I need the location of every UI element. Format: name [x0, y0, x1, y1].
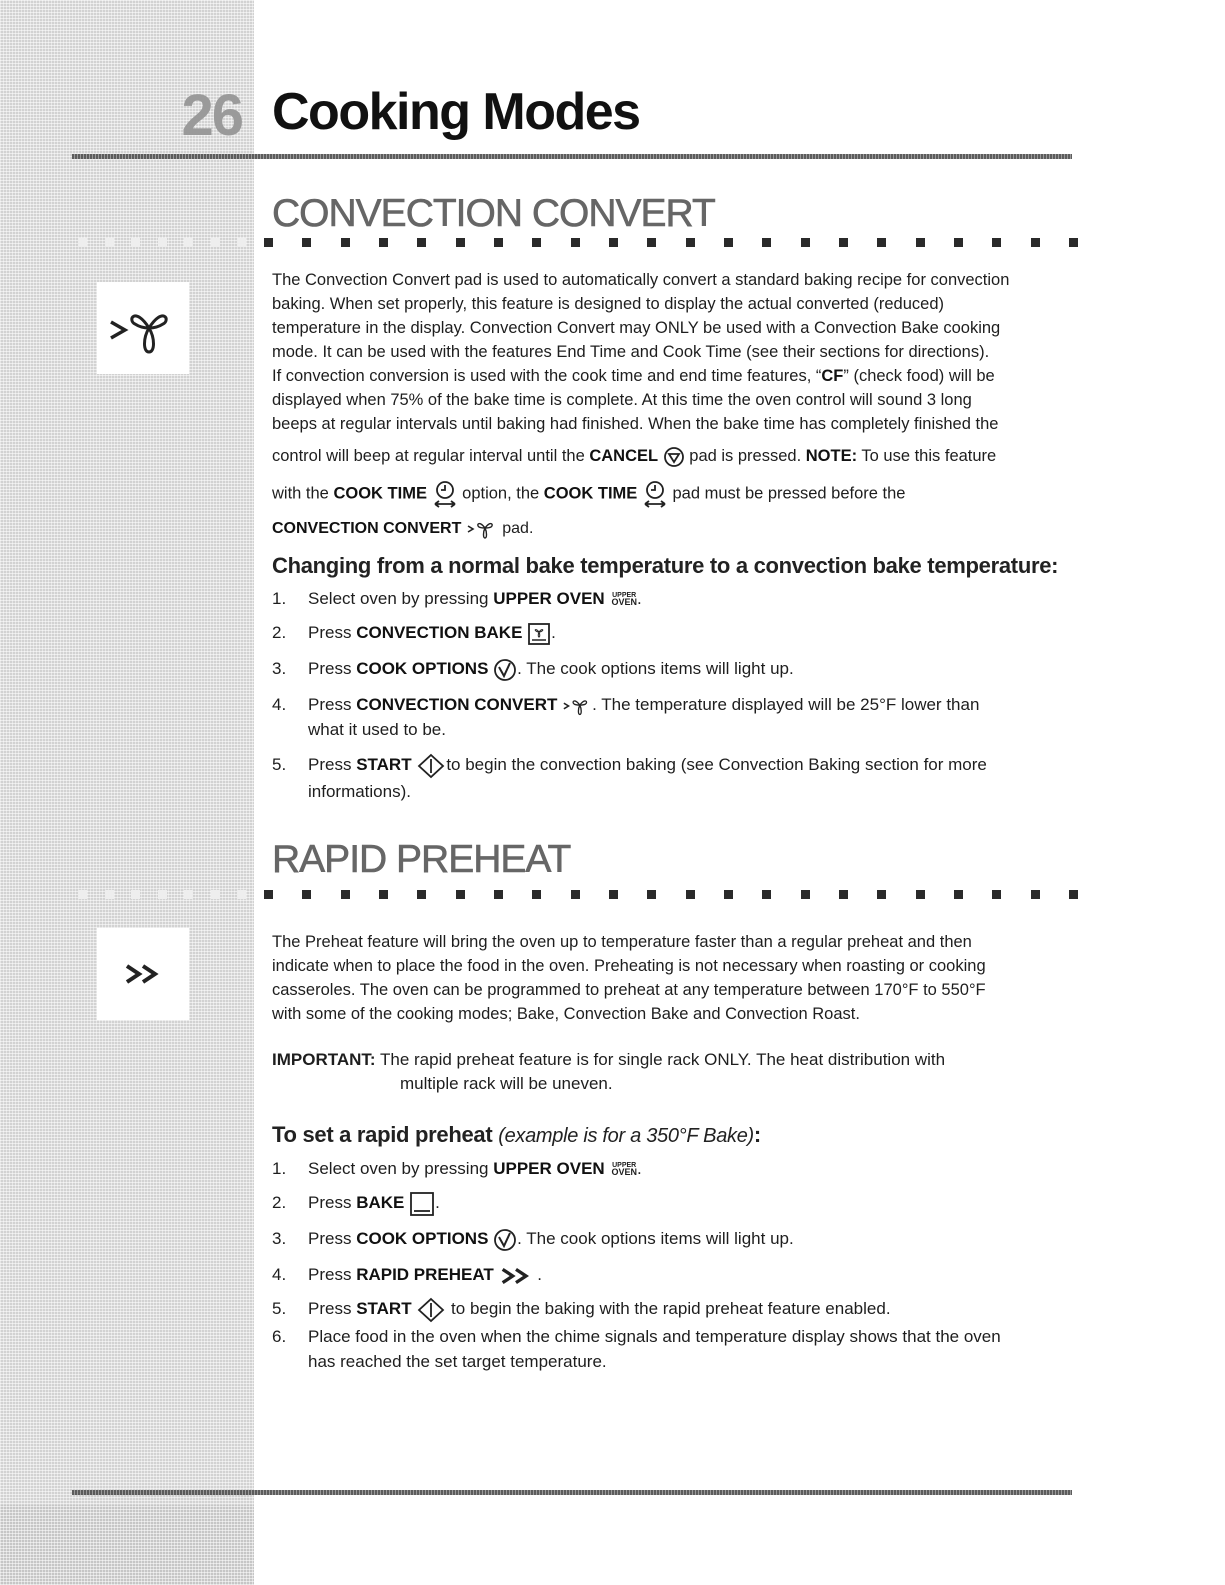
- list-item: 5. Press START to begin the baking with the rapid preheat feature enabled.: [272, 1296, 1072, 1323]
- intro-line: displayed when 75% of the bake time is complete. At this time the oven control will sound 3 long: [272, 391, 972, 409]
- section-title-rapid-preheat: RAPID PREHEAT: [272, 838, 571, 881]
- section-dot-divider: [264, 238, 1078, 247]
- section-dot-divider: [264, 890, 1078, 899]
- rapid-preheat-icon: [499, 1266, 533, 1286]
- list-item: 4. Press CONVECTION CONVERT . The temperature displayed will be 25°F lower than what it used to be.: [272, 695, 980, 739]
- rapid-preheat-subhead: To set a rapid preheat (example is for a 350°F Bake):: [272, 1122, 761, 1147]
- convection-convert-pad-line: CONVECTION CONVERT pad.: [272, 517, 1070, 541]
- list-item: 5. Press START to begin the convection baking (see Convection Baking section for more informations).: [272, 752, 1072, 804]
- rapid-preheat-intro: [272, 930, 1070, 1026]
- intro-line: baking. When set properly, this feature is designed to display the actual converted (reduced): [272, 295, 944, 313]
- convection-convert-intro: [272, 268, 1070, 436]
- convection-bake-key-icon: [527, 622, 551, 646]
- convection-convert-icon: [562, 695, 592, 717]
- intro-line: with some of the cooking modes; Bake, Convection Bake and Convection Roast.: [272, 1005, 860, 1023]
- rapid-preheat-icon: [123, 962, 163, 986]
- cook-options-icon: [493, 1228, 517, 1252]
- intro-line: The Convection Convert pad is used to automatically convert a standard baking recipe for convection: [272, 271, 1010, 289]
- list-item: 1. Select oven by pressing UPPER OVEN UPPER OVEN.: [272, 1159, 642, 1178]
- cook-time-icon: [432, 479, 458, 509]
- convection-convert-icon: [466, 518, 498, 540]
- intro-line: beeps at regular intervals until baking had finished. When the bake time has completely finished the: [272, 415, 999, 433]
- convection-convert-subhead: Changing from a normal bake temperature to a convection bake temperature:: [272, 553, 1059, 578]
- cook-options-icon: [493, 658, 517, 682]
- convection-convert-icon: [105, 298, 181, 358]
- sidebar-dot-divider: [78, 890, 246, 899]
- intro-line: If convection conversion is used with the cook time and end time features, “CF” (check food) will be: [272, 367, 995, 385]
- section-title-convection-convert: CONVECTION CONVERT: [272, 192, 715, 235]
- intro-line: mode. It can be used with the features End Time and Cook Time (see their sections for directions).: [272, 343, 990, 361]
- list-item: 4. Press RAPID PREHEAT .: [272, 1265, 542, 1284]
- intro-line: temperature in the display. Convection Convert may ONLY be used with a Convection Bake cooking: [272, 319, 1001, 337]
- header-rule: [72, 154, 1072, 159]
- list-item: 2. Press CONVECTION BAKE .: [272, 620, 1072, 646]
- start-icon: [416, 1297, 446, 1323]
- footer-rule: [72, 1490, 1072, 1495]
- list-item: 6. Place food in the oven when the chime signals and temperature display shows that the oven has reached the set target temperature.: [272, 1327, 1001, 1371]
- list-item: 2. Press BAKE .: [272, 1190, 1072, 1217]
- sidebar-footer-band: [0, 1505, 254, 1585]
- cancel-note-line: control will beep at regular interval until the CANCEL pad is pressed. NOTE: To use this feature: [272, 444, 1070, 468]
- convection-convert-icon-box: [97, 282, 189, 374]
- rapid-preheat-icon-box: [97, 928, 189, 1020]
- cook-time-note-line: with the COOK TIME option, the COOK TIME pad must be pressed before the: [272, 479, 1070, 509]
- upper-oven-key-icon: UPPER OVEN: [611, 1162, 637, 1178]
- bake-key-icon: [409, 1191, 435, 1217]
- important-note: IMPORTANT: The rapid preheat feature is for single rack ONLY. The heat distribution with multiple rack will be uneven.: [272, 1050, 946, 1093]
- page-title: Cooking Modes: [272, 83, 640, 141]
- start-icon: [416, 753, 446, 779]
- cancel-icon: [663, 446, 685, 468]
- upper-oven-key-icon: UPPER OVEN: [611, 592, 637, 608]
- list-item: 3. Press COOK OPTIONS . The cook options items will light up.: [272, 656, 1072, 682]
- list-item: 1. Select oven by pressing UPPER OVEN UPPER OVEN.: [272, 589, 642, 608]
- intro-line: casseroles. The oven can be programmed to preheat at any temperature between 170°F to 550°F: [272, 981, 986, 999]
- intro-line: indicate when to place the food in the oven. Preheating is not necessary when roasting or cooking: [272, 957, 986, 975]
- sidebar-dot-divider: [78, 238, 246, 247]
- intro-line: The Preheat feature will bring the oven up to temperature faster than a regular preheat and then: [272, 933, 972, 951]
- page-number: 26: [181, 83, 242, 148]
- cook-time-icon: [642, 479, 668, 509]
- list-item: 3. Press COOK OPTIONS . The cook options items will light up.: [272, 1226, 1072, 1252]
